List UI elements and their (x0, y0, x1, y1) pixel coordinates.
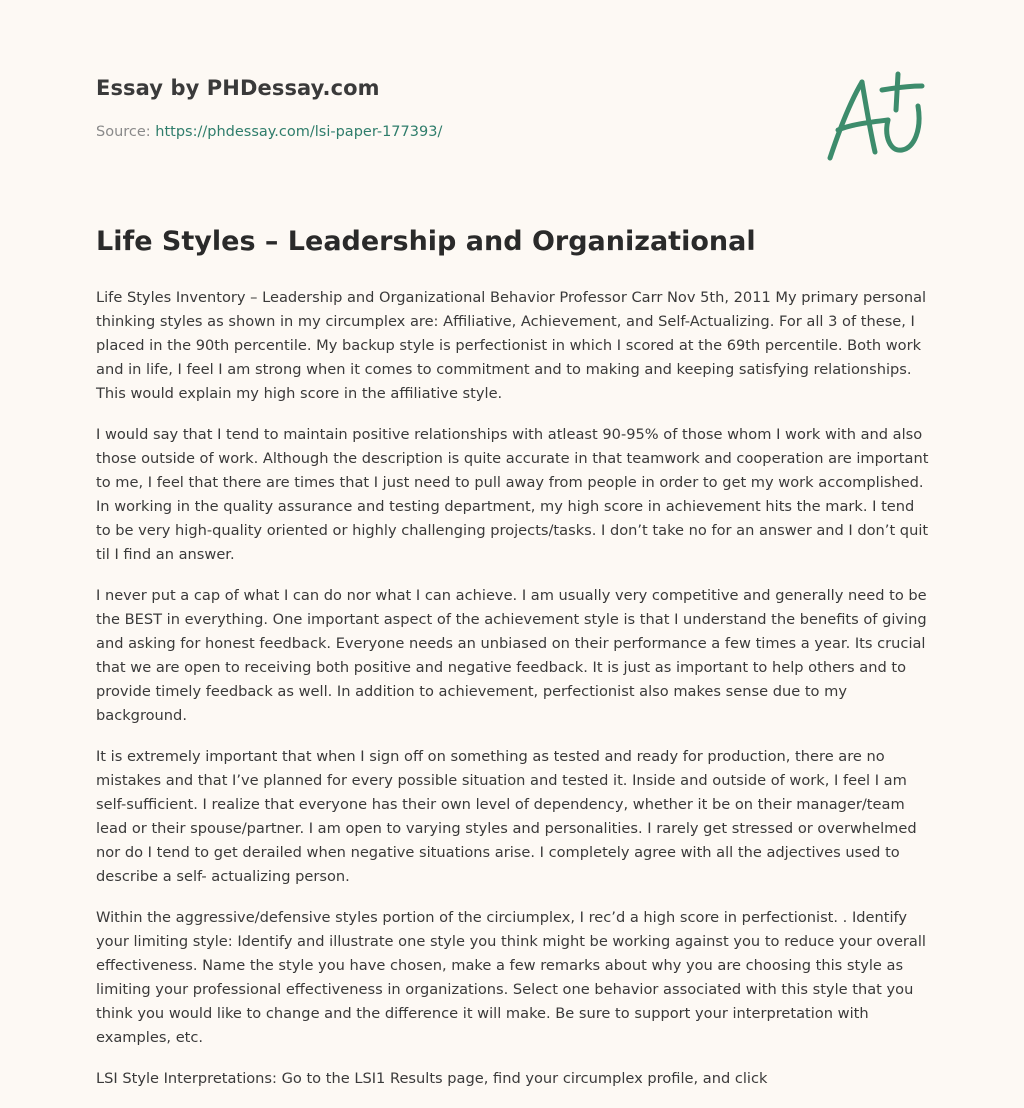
paragraph: I would say that I tend to maintain positive relationships with atleast 90-95% of those whom I work with and also those outside of work. Although the description is quite accurate in that teamwork and cooperation are important to me, I feel that there are times that I just need to pull away from people in order to get my work accomplished. In working in the quality assurance and testing department, my high score in achievement hits the mark. I tend to be very high-quality oriented or highly challenging projects/tasks. I don’t take no for an answer and I don’t quit til I find an answer. (96, 426, 929, 563)
source-line (96, 124, 442, 140)
paragraph: It is extremely important that when I sign off on something as tested and ready for production, there are no mistakes and that I’ve planned for every possible situation and tested it. Inside and outside of work, I feel I am self-sufficient. I realize that everyone has their own level of dependency, whether it be on their manager/team lead or their spouse/partner. I am open to varying styles and personalities. I rarely get stressed or overwhelmed nor do I tend to get derailed when negative situations arise. I completely agree with all the adjectives used to describe a self- actualizing person. (96, 748, 917, 885)
a-plus-logo-icon (818, 66, 930, 166)
paragraph: LSI Style Interpretations: Go to the LSI1 Results page, find your circumplex profile, and click (96, 1070, 768, 1087)
essay-title: Life Styles – Leadership and Organizational (96, 226, 756, 257)
essay-body (96, 286, 932, 1108)
paragraph: Life Styles Inventory – Leadership and Organizational Behavior Professor Carr Nov 5th, 2011 My primary personal thinking styles as shown in my circumplex are: Affiliative, Achievement, and Self-Actualizing. For all 3 of these, I placed in the 90th percentile. My backup style is perfectionist in which I scored at the 69th percentile. Both work and in life, I feel I am strong when it comes to commitment and to making and keeping satisfying relationships. This would explain my high score in the affiliative style. (96, 289, 927, 402)
paragraph: Within the aggressive/defensive styles portion of the circiumplex, I rec’d a high score in perfectionist. . Identify your limiting style: Identify and illustrate one style you think might be working against you to reduce your overall effectiveness. Name the style you have chosen, make a few remarks about why you are choosing this style as limiting your professional effectiveness in organizations. Select one behavior associated with this style that you think you would like to change and the difference it will make. Be sure to support your interpretation with examples, etc. (96, 909, 926, 1046)
source-label: Source: (96, 124, 151, 140)
site-title: Essay by PHDessay.com (96, 76, 380, 100)
paragraph: I never put a cap of what I can do nor what I can achieve. I am usually very competitive and generally need to be the BEST in everything. One important aspect of the achievement style is that I understand the benefits of giving and asking for honest feedback. Everyone needs an unbiased on their performance a few times a year. Its crucial that we are open to receiving both positive and negative feedback. It is just as important to help others and to provide timely feedback as well. In addition to achievement, perfectionist also makes sense due to my background. (96, 587, 927, 724)
source-link[interactable]: https://phdessay.com/lsi-paper-177393/ (155, 124, 443, 140)
